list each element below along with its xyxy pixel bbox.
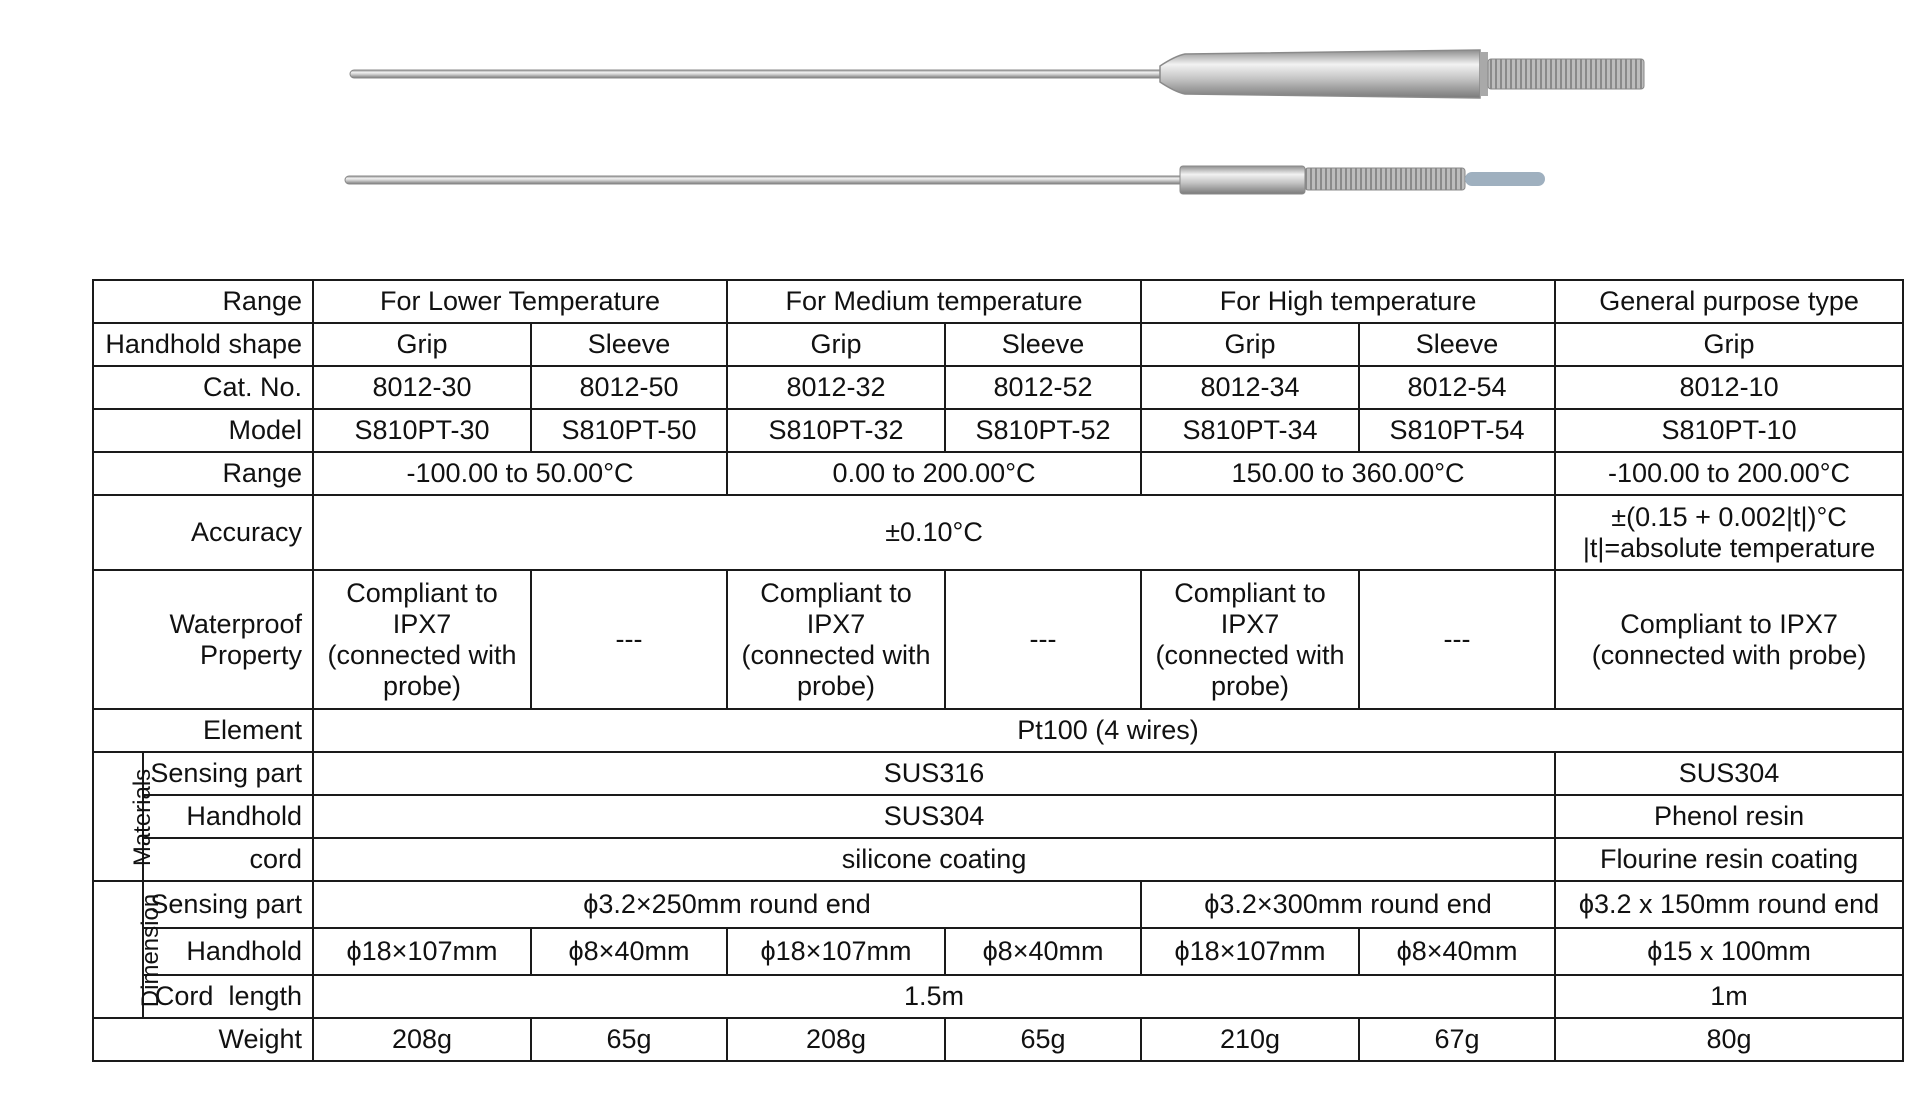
cell: SUS304 xyxy=(313,795,1555,838)
accuracy-formula: ±(0.15 + 0.002|t|)°C xyxy=(1611,501,1847,532)
cell: 67g xyxy=(1359,1018,1555,1061)
cell: -100.00 to 50.00°C xyxy=(313,452,727,495)
group-general-purpose: General purpose type xyxy=(1555,280,1903,323)
cell: Flourine resin coating xyxy=(1555,838,1903,881)
cell: Grip xyxy=(727,323,945,366)
cell: Sleeve xyxy=(531,323,727,366)
dimension-group-label xyxy=(93,881,165,1018)
cell: S810PT-50 xyxy=(531,409,727,452)
cell: 208g xyxy=(313,1018,531,1061)
text-line: Compliant to IPX7 xyxy=(1620,608,1838,639)
row-label: Handhold shape xyxy=(93,323,313,366)
cell: S810PT-30 xyxy=(313,409,531,452)
cell: 1m xyxy=(1555,975,1903,1018)
cell: 8012-52 xyxy=(945,366,1141,409)
materials-cord-row xyxy=(93,838,1903,881)
cell: Grip xyxy=(313,323,531,366)
text-line: (connected with xyxy=(1155,639,1345,670)
cell: 65g xyxy=(531,1018,727,1061)
cell: 0.00 to 200.00°C xyxy=(727,452,1141,495)
row-label: Cat. No. xyxy=(93,366,313,409)
sleeve-probe-image xyxy=(345,166,1545,194)
cell: --- xyxy=(1359,570,1555,709)
cell: ϕ8×40mm xyxy=(531,928,727,975)
group-lower-temperature: For Lower Temperature xyxy=(313,280,727,323)
row-label: Sensing part xyxy=(143,881,313,928)
cell: Grip xyxy=(1555,323,1903,366)
cell: 8012-50 xyxy=(531,366,727,409)
cell: S810PT-34 xyxy=(1141,409,1359,452)
cell: -100.00 to 200.00°C xyxy=(1555,452,1903,495)
row-label xyxy=(93,570,313,709)
cell: Phenol resin xyxy=(1555,795,1903,838)
cell: --- xyxy=(945,570,1141,709)
row-label: Handhold xyxy=(143,795,313,838)
waterproof-row xyxy=(93,570,1903,709)
row-label: Weight xyxy=(93,1018,313,1061)
cell: Pt100 (4 wires) xyxy=(313,709,1903,752)
text-line: IPX7 xyxy=(1220,608,1280,639)
text-line: IPX7 xyxy=(392,608,452,639)
text-line: IPX7 xyxy=(806,608,866,639)
accuracy-note: |t|=absolute temperature xyxy=(1582,532,1876,563)
group-label-text: Materials xyxy=(129,768,157,866)
text-line: Compliant to xyxy=(346,577,498,608)
cell: 8012-30 xyxy=(313,366,531,409)
cell: ϕ18×107mm xyxy=(727,928,945,975)
cell: Sleeve xyxy=(945,323,1141,366)
cell: 8012-34 xyxy=(1141,366,1359,409)
cell: --- xyxy=(531,570,727,709)
cell: 8012-32 xyxy=(727,366,945,409)
cell: 80g xyxy=(1555,1018,1903,1061)
label-line: Property xyxy=(199,639,303,670)
text-line: probe) xyxy=(796,670,876,701)
cell: SUS316 xyxy=(313,752,1555,795)
cell xyxy=(1555,570,1903,709)
cell: ϕ3.2×250mm round end xyxy=(313,881,1141,928)
cell: ϕ3.2×300mm round end xyxy=(1141,881,1555,928)
row-label: Range xyxy=(93,280,313,323)
dimension-handhold-row xyxy=(93,928,1903,975)
cell xyxy=(1141,570,1359,709)
row-label: cord xyxy=(143,838,313,881)
materials-sensing-row xyxy=(93,752,1903,795)
cat-no-row xyxy=(93,366,1903,409)
cell: ϕ8×40mm xyxy=(1359,928,1555,975)
cell xyxy=(1555,495,1903,570)
group-high-temperature: For High temperature xyxy=(1141,280,1555,323)
accuracy-row xyxy=(93,495,1903,570)
row-label: Element xyxy=(93,709,313,752)
cell: 65g xyxy=(945,1018,1141,1061)
text-line: probe) xyxy=(1211,670,1290,701)
text-line: (connected with xyxy=(327,639,517,670)
label-line: Waterproof xyxy=(169,608,303,639)
text-line: Compliant to xyxy=(1174,577,1326,608)
probe-illustrations xyxy=(0,0,1920,260)
row-label: Model xyxy=(93,409,313,452)
dimension-sensing-row xyxy=(93,881,1903,928)
row-label: Accuracy xyxy=(93,495,313,570)
cell: ϕ15 x 100mm xyxy=(1555,928,1903,975)
cell: SUS304 xyxy=(1555,752,1903,795)
cell: 8012-10 xyxy=(1555,366,1903,409)
cell: ϕ3.2 x 150mm round end xyxy=(1555,881,1903,928)
cell: 8012-54 xyxy=(1359,366,1555,409)
cell: ϕ18×107mm xyxy=(313,928,531,975)
group-label-text: Dimension xyxy=(137,893,165,1007)
grip-probe-image xyxy=(350,50,1644,98)
model-row xyxy=(93,409,1903,452)
range-group-row xyxy=(93,280,1903,323)
element-row xyxy=(93,709,1903,752)
row-label: Range xyxy=(93,452,313,495)
cell xyxy=(313,570,531,709)
text-line: probe) xyxy=(382,670,462,701)
cell xyxy=(727,570,945,709)
cell: 210g xyxy=(1141,1018,1359,1061)
cell: S810PT-52 xyxy=(945,409,1141,452)
group-medium-temperature: For Medium temperature xyxy=(727,280,1141,323)
cell: ±0.10°C xyxy=(313,495,1555,570)
cell: silicone coating xyxy=(313,838,1555,881)
text-line: (connected with probe) xyxy=(1591,639,1867,670)
cell: S810PT-32 xyxy=(727,409,945,452)
text-line: (connected with xyxy=(741,639,931,670)
materials-handhold-row xyxy=(93,795,1903,838)
cell: 150.00 to 360.00°C xyxy=(1141,452,1555,495)
row-label: Sensing part xyxy=(143,752,313,795)
text-line: Compliant to xyxy=(760,577,912,608)
cell: ϕ18×107mm xyxy=(1141,928,1359,975)
row-label: Handhold xyxy=(143,928,313,975)
cell: S810PT-54 xyxy=(1359,409,1555,452)
dimension-cord-row xyxy=(93,975,1903,1018)
cell: ϕ8×40mm xyxy=(945,928,1141,975)
spec-table xyxy=(92,279,1904,1062)
cell: Grip xyxy=(1141,323,1359,366)
weight-row xyxy=(93,1018,1903,1061)
cell: S810PT-10 xyxy=(1555,409,1903,452)
cell: Sleeve xyxy=(1359,323,1555,366)
handhold-shape-row xyxy=(93,323,1903,366)
cell: 208g xyxy=(727,1018,945,1061)
cell: 1.5m xyxy=(313,975,1555,1018)
range-row xyxy=(93,452,1903,495)
row-label: Cord length xyxy=(143,975,313,1018)
materials-group-label xyxy=(93,752,157,881)
